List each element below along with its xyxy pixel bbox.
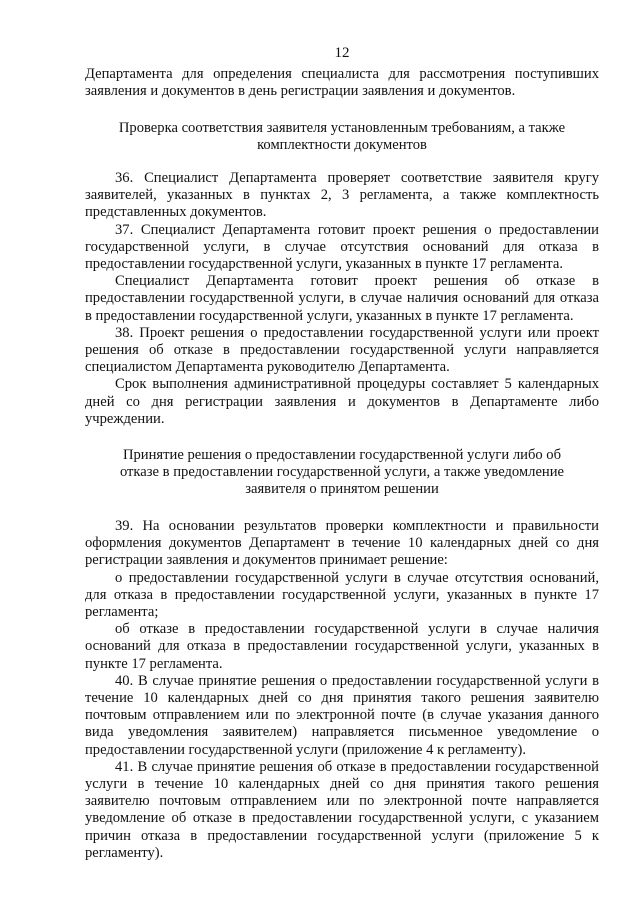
paragraph-39a: о предоставлении государственной услуги в случае отсутствия оснований, для отказа в предоставлении государственной услуги, указанных в пункте 17 регламента; <box>85 569 599 621</box>
paragraph-38b: Срок выполнения административной процедуры составляет 5 календарных дней со дня регистрации заявления и документов в Департаменте либо учреждении. <box>85 376 599 427</box>
paragraph-41: 41. В случае принятие решения об отказе в предоставлении государственной услуги в течение 10 календарных дней со дня принятия такого решения заявителю почтовым отправлением или по электронной почте направляется уведомление об отказе в предоставлении государственной услуги, с указанием причин отказа в предоставлении государственной услуги (приложение 5 к регламенту). <box>85 758 599 861</box>
section-heading-1 <box>85 120 599 154</box>
paragraph-37b: Специалист Департамента готовит проект решения об отказе в предоставлении государственной услуги, в случае наличия оснований для отказа в предоставлении государственной услуги, указанных в пункте 17 регламента. <box>85 273 599 324</box>
section-body-1 <box>85 170 599 428</box>
paragraph-37: 37. Специалист Департамента готовит проект решения о предоставлении государственной услуги, в случае отсутствия оснований для отказа в предоставлении государственной услуги, указанных в пункте 17 регламента. <box>85 221 599 273</box>
paragraph-39: 39. На основании результатов проверки комплектности и правильности оформления документов Департамент в течение 10 календарных дней со дня регистрации заявления и документов принимает решение: <box>85 518 599 569</box>
heading-decision: Принятие решения о предоставлении государственной услуги либо об отказе в предоставлении государственной услуги, а также уведомление заявителя о принятом решении <box>119 447 565 498</box>
section-body-2 <box>85 518 599 862</box>
paragraph-38: 38. Проект решения о предоставлении государственной услуги или проект решения об отказе в предоставлении государственной услуги направляется специалистом Департамента руководителю Департамента. <box>85 324 599 376</box>
heading-verification: Проверка соответствия заявителя установленным требованиям, а также комплектности документов <box>118 120 566 154</box>
continuation-paragraph <box>85 66 599 100</box>
paragraph-39b: об отказе в предоставлении государственной услуги в случае наличия оснований для отказа в предоставлении государственной услуги, указанных в пункте 17 регламента. <box>85 621 599 672</box>
paragraph-36: 36. Специалист Департамента проверяет соответствие заявителя кругу заявителей, указанных в пунктах 2, 3 регламента, а также комплектность представленных документов. <box>85 170 599 221</box>
paragraph-40: 40. В случае принятие решения о предоставлении государственной услуги в течение 10 календарных дней со дня принятия такого решения заявителю почтовым отправлением или по электронной почте (в случае указания данного вида уведомления заявителем) направляется письменное уведомление о предоставлении государственной услуги (приложение 4 к регламенту). <box>85 672 599 758</box>
paragraph-continuation: Департамента для определения специалиста для рассмотрения поступивших заявления и документов в день регистрации заявления и документов. <box>85 66 599 100</box>
page-number: 12 <box>334 45 350 61</box>
section-heading-2 <box>85 447 599 499</box>
